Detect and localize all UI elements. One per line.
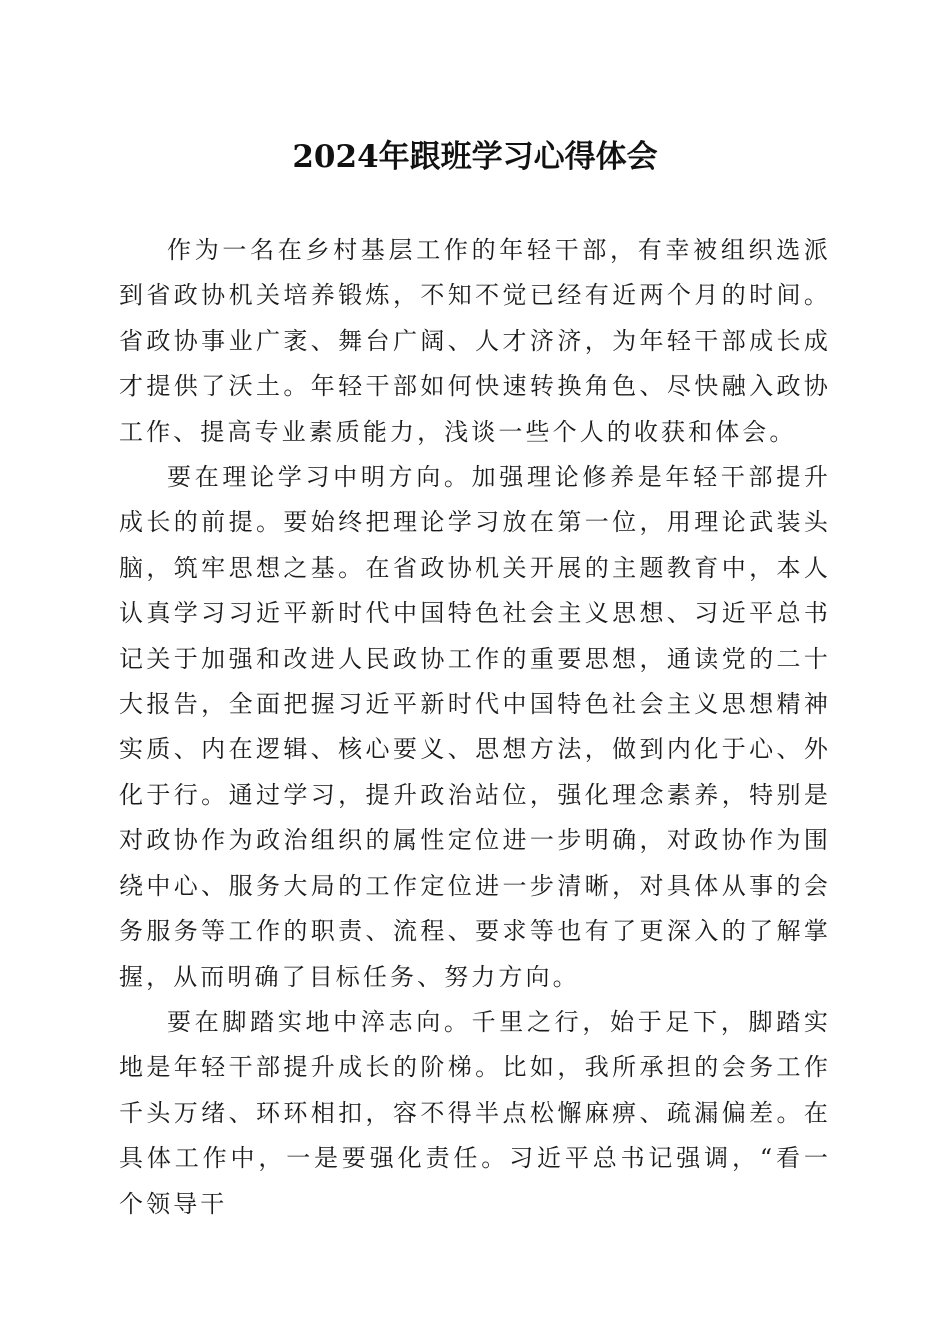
paragraph-intro: 作为一名在乡村基层工作的年轻干部，有幸被组织选派到省政协机关培养锻炼，不知不觉已经有近两个月的时间。省政协事业广袤、舞台广阔、人才济济，为年轻干部成长成才提供了沃土。年轻干部如何快速转换角色、尽快融入政协工作、提高专业素质能力，浅谈一些个人的收获和体会。	[119, 236, 831, 446]
paragraph-down-to-earth: 要在脚踏实地中淬志向。千里之行，始于足下，脚踏实地是年轻干部提升成长的阶梯。比如，我所承担的会务工作千头万绪、环环相扣，容不得半点松懈麻痹、疏漏偏差。在具体工作中，一是要强化责任。习近平总书记强调，“看一个领导干	[119, 1007, 831, 1218]
paragraph-theory-study: 要在理论学习中明方向。加强理论修养是年轻干部提升成长的前提。要始终把理论学习放在第一位，用理论武装头脑，筑牢思想之基。在省政协机关开展的主题教育中，本人认真学习习近平新时代中国特色社会主义思想、习近平总书记关于加强和改进人民政协工作的重要思想，通读党的二十大报告，全面把握习近平新时代中国特色社会主义思想精神实质、内在逻辑、核心要义、思想方法，做到内化于心、外化于行。通过学习，提升政治站位，强化理念素养，特别是对政协作为政治组织的属性定位进一步明确，对政协作为围绕中心、服务大局的工作定位进一步清晰，对具体从事的会务服务等工作的职责、流程、要求等也有了更深入的了解掌握，从而明确了目标任务、努力方向。	[119, 463, 831, 991]
document-body	[119, 228, 831, 1227]
document-title: 2024年跟班学习心得体会	[292, 139, 658, 175]
